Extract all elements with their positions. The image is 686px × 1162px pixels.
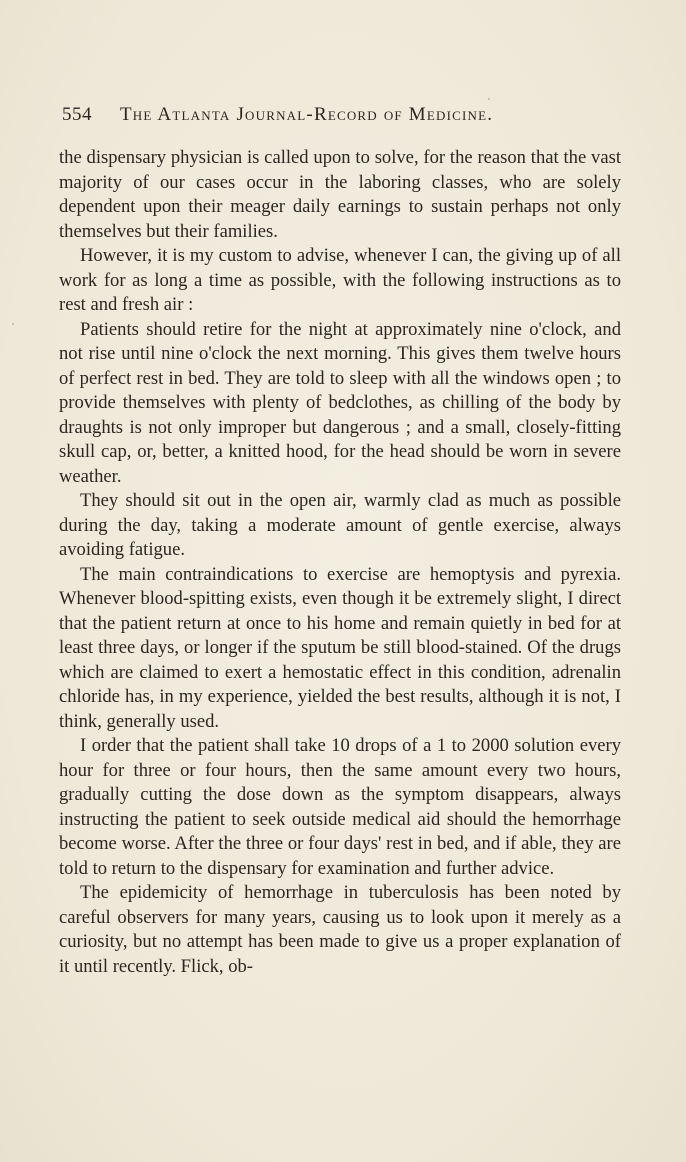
paper-speck [12, 323, 14, 325]
paper-speck [488, 98, 490, 100]
paragraph: However, it is my custom to advise, whenever I can, the giving up of all work for as long a time as possible, with the following instructions as to rest and fresh air : [59, 245, 621, 315]
paragraph: The epidemicity of hemorrhage in tuberculosis has been noted by careful observers for many years, causing us to look upon it merely as a curiosity, but no attempt has been made to give us a proper explanation of it until recently. Flick, ob- [59, 882, 621, 977]
paragraph: Patients should retire for the night at approximately nine o'clock, and not rise until nine o'clock the next morning. This gives them twelve hours of perfect rest in bed. They are told to sleep with all the windows open ; to provide themselves with plenty of bedclothes, as chilling of the body by draughts is not only improper but dangerous ; and a small, closely-fitting skull cap, or, better, a knitted hood, for the head should be worn in severe weather. [59, 318, 621, 487]
body-text [59, 146, 621, 979]
paragraph: The main contraindications to exercise are hemoptysis and pyrexia. Whenever blood-spitting exists, even though it be extremely slight, I direct that the patient return at once to his home and remain quietly in bed for at least three days, or longer if the sputum be still blood-stained. Of the drugs which are claimed to exert a hemostatic effect in this condition, adrenalin chloride has, in my experience, yielded the best results, although it is not, I think, generally used. [59, 563, 621, 732]
paragraph: They should sit out in the open air, warmly clad as much as possible during the day, taking a moderate amount of gentle exercise, always avoiding fatigue. [59, 490, 621, 560]
paragraph: the dispensary physician is called upon to solve, for the reason that the vast majority of our cases occur in the laboring classes, who are solely dependent upon their meager daily earnings to sustain perhaps not only themselves but their families. [59, 147, 621, 242]
page-header [62, 104, 624, 132]
page-number: 554 [62, 104, 92, 125]
running-title: The Atlanta Journal-Record of Medicine. [120, 104, 494, 125]
paragraph: I order that the patient shall take 10 drops of a 1 to 2000 solution every hour for three or four hours, then the same amount every two hours, gradually cutting the dose down as the symptom disappears, always instructing the patient to seek outside medical aid should the hemorrhage become worse. After the three or four days' rest in bed, and if able, they are told to return to the dispensary for examination and further advice. [59, 735, 621, 879]
